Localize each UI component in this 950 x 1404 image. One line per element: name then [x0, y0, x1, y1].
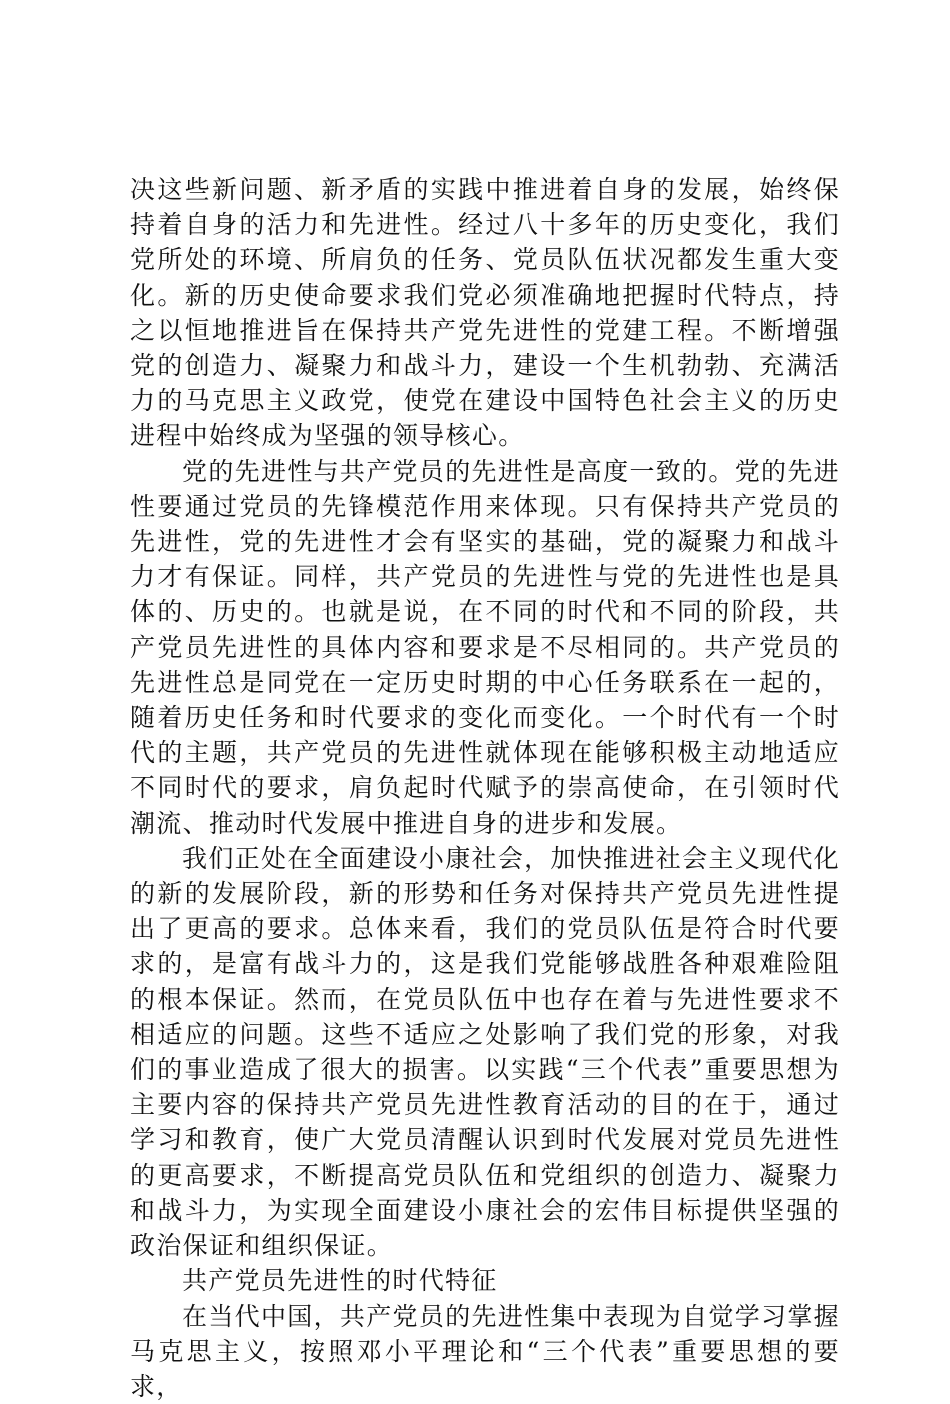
section-heading: 共产党员先进性的时代特征	[130, 1263, 840, 1298]
paragraph: 我们正处在全面建设小康社会，加快推进社会主义现代化的新的发展阶段，新的形势和任务对保持共产党员先进性提出了更高的要求。总体来看，我们的党员队伍是符合时代要求的，是富有战斗力的，这是我们党能够战胜各种艰难险阻的根本保证。然而，在党员队伍中也存在着与先进性要求不相适应的问题。这些不适应之处影响了我们党的形象，对我们的事业造成了很大的损害。以实践“三个代表”重要思想为主要内容的保持共产党员先进性教育活动的目的在于，通过学习和教育，使广大党员清醒认识到时代发展对党员先进性的更高要求，不断提高党员队伍和党组织的创造力、凝聚力和战斗力，为实现全面建设小康社会的宏伟目标提供坚强的政治保证和组织保证。	[130, 841, 840, 1263]
paragraph: 党的先进性与共产党员的先进性是高度一致的。党的先进性要通过党员的先锋模范作用来体现。只有保持共产党员的先进性，党的先进性才会有坚实的基础，党的凝聚力和战斗力才有保证。同样，共产党员的先进性与党的先进性也是具体的、历史的。也就是说，在不同的时代和不同的阶段，共产党员先进性的具体内容和要求是不尽相同的。共产党员的先进性总是同党在一定历史时期的中心任务联系在一起的，随着历史任务和时代要求的变化而变化。一个时代有一个时代的主题，共产党员的先进性就体现在能够积极主动地适应不同时代的要求，肩负起时代赋予的崇高使命，在引领时代潮流、推动时代发展中推进自身的进步和发展。	[130, 454, 840, 841]
paragraph-closing: 在当代中国，共产党员的先进性集中表现为自觉学习掌握马克思主义，按照邓小平理论和“三个代表”重要思想的要求，	[130, 1299, 840, 1404]
document-body	[130, 172, 840, 1404]
paragraph-continued: 决这些新问题、新矛盾的实践中推进着自身的发展，始终保持着自身的活力和先进性。经过八十多年的历史变化，我们党所处的环境、所肩负的任务、党员队伍状况都发生重大变化。新的历史使命要求我们党必须准确地把握时代特点，持之以恒地推进旨在保持共产党先进性的党建工程。不断增强党的创造力、凝聚力和战斗力，建设一个生机勃勃、充满活力的马克思主义政党，使党在建设中国特色社会主义的历史进程中始终成为坚强的领导核心。	[130, 172, 840, 454]
